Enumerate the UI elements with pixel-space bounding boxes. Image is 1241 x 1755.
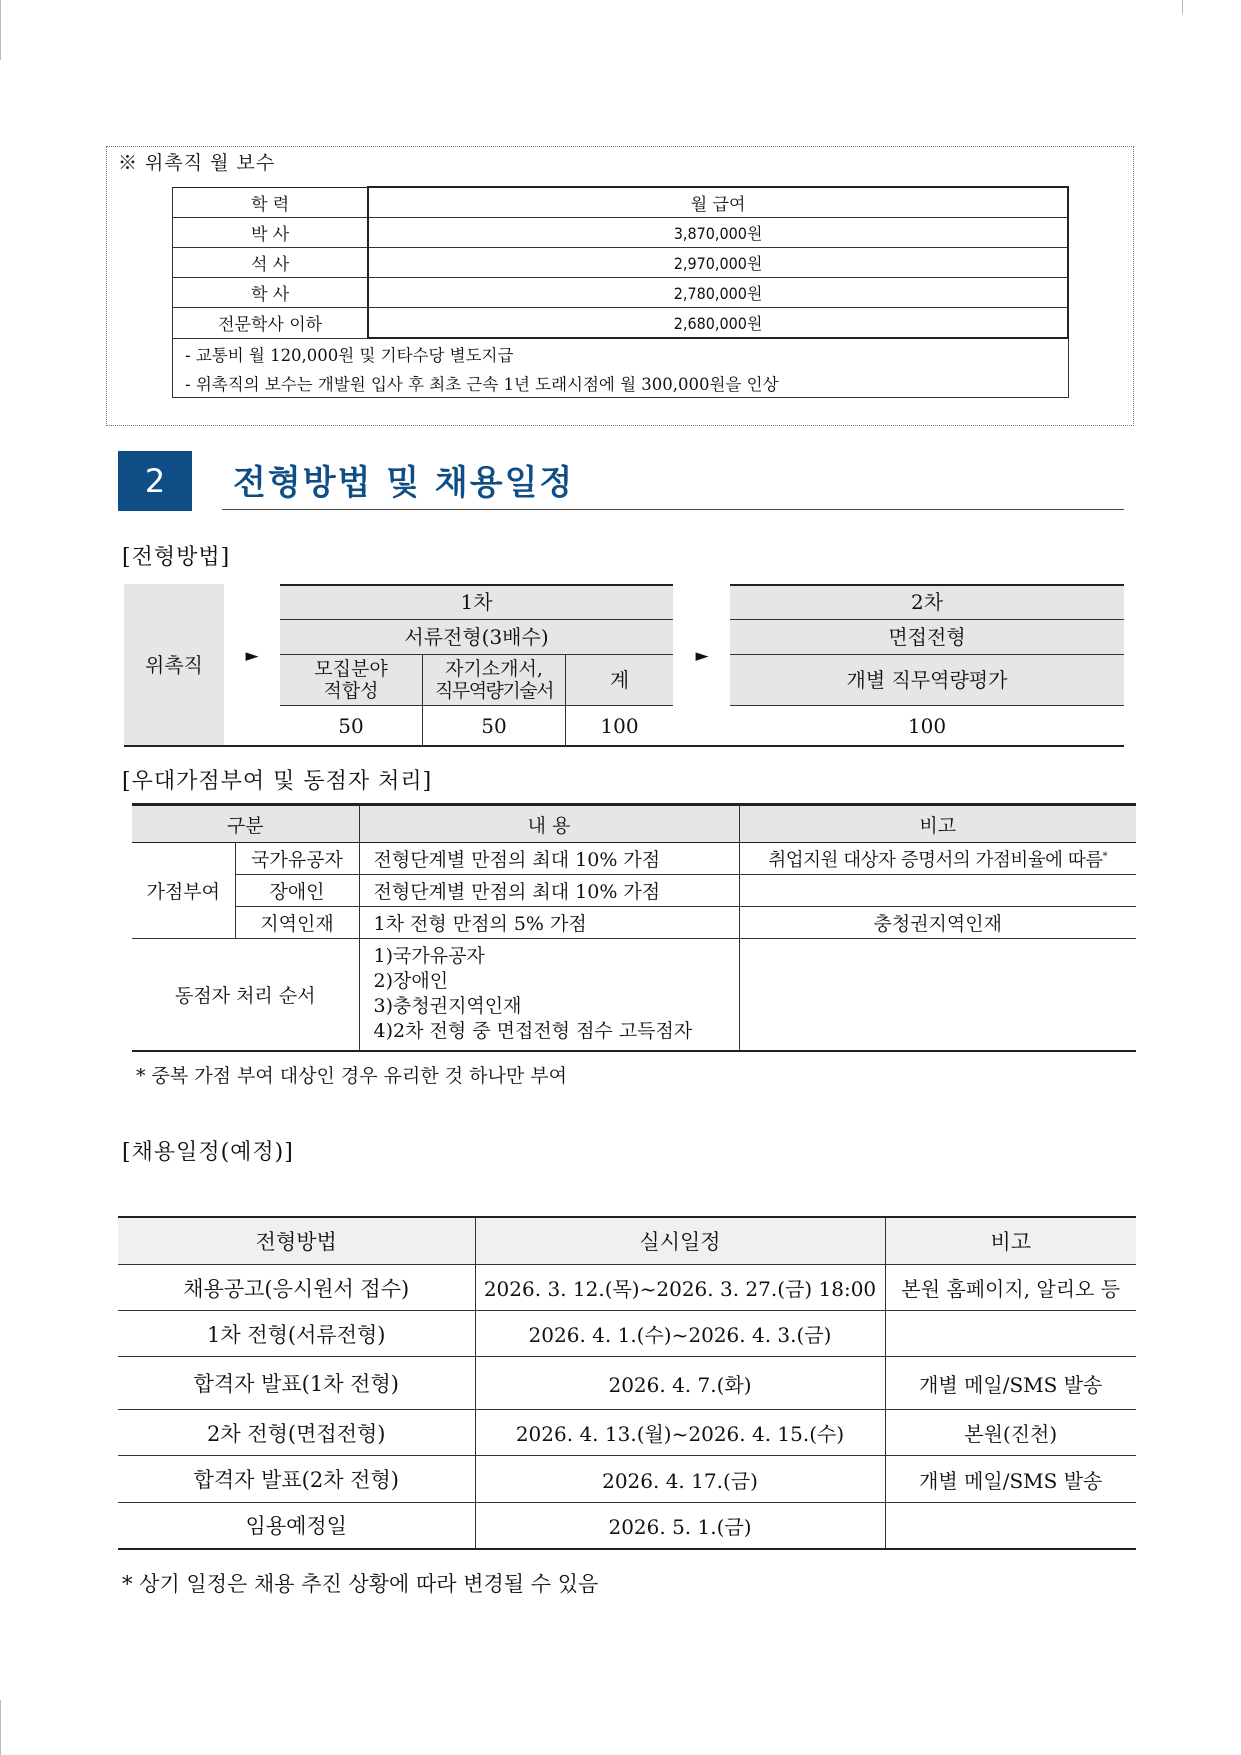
bonus-subcategory: 지역인재 xyxy=(235,907,359,939)
category-header: 구분 xyxy=(132,805,359,843)
footnote-mark: * xyxy=(1102,850,1108,862)
salary-note-row xyxy=(173,368,1069,398)
crop-mark-top-right xyxy=(1182,0,1183,14)
schedule-method: 합격자 발표(1차 전형) xyxy=(118,1357,475,1410)
tie-break-label: 동점자 처리 순서 xyxy=(132,939,359,1051)
arrow-icon: ► xyxy=(695,646,709,666)
schedule-row xyxy=(118,1265,1136,1311)
criterion-fit-line2: 적합성 xyxy=(323,680,379,702)
preference-footnote: * 중복 가점 부여 대상인 경우 유리한 것 하나만 부여 xyxy=(136,1065,567,1087)
rule xyxy=(280,619,673,620)
schedule-date: 2026. 4. 13.(월)~2026. 4. 15.(수) xyxy=(475,1410,885,1456)
section-number-badge: 2 xyxy=(118,451,192,511)
selection-process-diagram xyxy=(124,584,1124,746)
salary-row xyxy=(173,308,1069,339)
section-title: 전형방법 및 채용일정 xyxy=(233,463,575,503)
education-cell: 박 사 xyxy=(173,218,369,248)
education-header: 학 력 xyxy=(173,187,369,218)
salary-header-row xyxy=(173,187,1069,218)
bonus-remark-text: 취업지원 대상자 증명서의 가점비율에 따름 xyxy=(768,849,1103,871)
salary-row xyxy=(173,218,1069,248)
schedule-row xyxy=(118,1311,1136,1357)
schedule-row xyxy=(118,1410,1136,1456)
stage2-criterion: 개별 직무역량평가 xyxy=(730,655,1124,705)
stage1-label: 1차 xyxy=(280,585,673,619)
salary-table xyxy=(172,186,1069,398)
schedule-table xyxy=(118,1216,1136,1550)
pay-cell: 3,870,000원 xyxy=(368,218,1068,248)
score-fit: 50 xyxy=(338,714,364,738)
rule xyxy=(280,705,673,706)
tie-break-item: 2)장애인 xyxy=(373,970,449,993)
schedule-remark xyxy=(885,1503,1136,1549)
crop-mark-top-left xyxy=(0,0,1,60)
bonus-remark: 충청권지역인재 xyxy=(739,907,1136,939)
score-stage2: 100 xyxy=(907,714,947,738)
schedule-date: 2026. 3. 12.(목)~2026. 3. 27.(금) 18:00 xyxy=(475,1265,885,1311)
tie-break-row xyxy=(132,939,1136,1051)
schedule-row xyxy=(118,1503,1136,1549)
preference-table xyxy=(132,803,1136,1052)
rule xyxy=(730,705,1124,706)
schedule-remark: 개별 메일/SMS 발송 xyxy=(885,1456,1136,1503)
schedule-remark: 개별 메일/SMS 발송 xyxy=(885,1357,1136,1410)
rule xyxy=(280,654,673,655)
bonus-subcategory: 국가유공자 xyxy=(235,843,359,875)
pay-cell: 2,970,000원 xyxy=(368,248,1068,278)
remark-header: 비고 xyxy=(739,805,1136,843)
education-cell: 전문학사 이하 xyxy=(173,308,369,339)
stage2-label: 2차 xyxy=(730,585,1124,619)
schedule-method: 채용공고(응시원서 접수) xyxy=(118,1265,475,1311)
score-essay: 50 xyxy=(481,714,507,738)
schedule-row xyxy=(118,1357,1136,1410)
method-header: 전형방법 xyxy=(118,1217,475,1265)
schedule-method: 2차 전형(면접전형) xyxy=(118,1410,475,1456)
bonus-content: 1차 전형 만점의 5% 가점 xyxy=(359,907,739,939)
rule xyxy=(565,655,566,746)
process-heading: [전형방법] xyxy=(122,545,231,570)
preference-row xyxy=(132,843,1136,875)
schedule-method: 임용예정일 xyxy=(118,1503,475,1549)
salary-title: ※ 위촉직 월 보수 xyxy=(118,152,276,174)
score-stage1-total: 100 xyxy=(600,714,639,738)
preference-heading: [우대가점부여 및 동점자 처리] xyxy=(122,769,433,794)
preference-row xyxy=(132,875,1136,907)
pay-header: 월 급여 xyxy=(368,187,1068,218)
bonus-remark xyxy=(739,843,1136,875)
stage2-type: 면접전형 xyxy=(730,620,1124,654)
pay-cell: 2,680,000원 xyxy=(368,308,1068,339)
schedule-date: 2026. 5. 1.(금) xyxy=(475,1503,885,1549)
date-header: 실시일정 xyxy=(475,1217,885,1265)
remark-header: 비고 xyxy=(885,1217,1136,1265)
bonus-content: 전형단계별 만점의 최대 10% 가점 xyxy=(359,843,739,875)
schedule-date: 2026. 4. 17.(금) xyxy=(475,1456,885,1503)
preference-header-row xyxy=(132,805,1136,843)
rule xyxy=(124,745,1124,747)
tie-break-remark xyxy=(739,939,1136,1051)
stage1-type: 서류전형(3배수) xyxy=(280,620,673,654)
criterion-essay-line1: 자기소개서, xyxy=(445,658,543,680)
bonus-remark xyxy=(739,875,1136,907)
salary-note: - 위촉직의 보수는 개발원 입사 후 최초 근속 1년 도래시점에 월 300,000원을 인상 xyxy=(173,368,1069,398)
position-label: 위촉직 xyxy=(124,584,224,746)
section-divider xyxy=(222,509,1124,510)
salary-row xyxy=(173,248,1069,278)
schedule-remark: 본원(진천) xyxy=(885,1410,1136,1456)
pay-cell: 2,780,000원 xyxy=(368,278,1068,308)
criterion-essay xyxy=(423,655,565,705)
criterion-total-label: 계 xyxy=(566,655,673,705)
schedule-row xyxy=(118,1456,1136,1503)
rule xyxy=(280,584,673,586)
education-cell: 석 사 xyxy=(173,248,369,278)
schedule-heading: [채용일정(예정)] xyxy=(122,1140,294,1165)
schedule-date: 2026. 4. 7.(화) xyxy=(475,1357,885,1410)
criterion-essay-line2: 직무역량기술서 xyxy=(435,680,553,702)
crop-mark-bottom-left xyxy=(0,1700,1,1755)
rule xyxy=(730,584,1124,586)
schedule-method: 1차 전형(서류전형) xyxy=(118,1311,475,1357)
bonus-group-label: 가점부여 xyxy=(132,843,235,939)
schedule-date: 2026. 4. 1.(수)~2026. 4. 3.(금) xyxy=(475,1311,885,1357)
preference-row xyxy=(132,907,1136,939)
schedule-footnote: * 상기 일정은 채용 추진 상황에 따라 변경될 수 있음 xyxy=(122,1572,599,1596)
rule xyxy=(422,655,423,746)
salary-row xyxy=(173,278,1069,308)
tie-break-order xyxy=(359,939,739,1051)
salary-note-row xyxy=(173,338,1069,368)
education-cell: 학 사 xyxy=(173,278,369,308)
tie-break-item: 4)2차 전형 중 면접전형 점수 고득점자 xyxy=(373,1020,693,1043)
schedule-remark: 본원 홈페이지, 알리오 등 xyxy=(885,1265,1136,1311)
tie-break-item: 3)충청권지역인재 xyxy=(373,995,522,1018)
rule xyxy=(730,619,1124,620)
bonus-content: 전형단계별 만점의 최대 10% 가점 xyxy=(359,875,739,907)
schedule-method: 합격자 발표(2차 전형) xyxy=(118,1456,475,1503)
criterion-fit-line1: 모집분야 xyxy=(314,658,388,680)
criterion-fit xyxy=(280,655,422,705)
content-header: 내 용 xyxy=(359,805,739,843)
arrow-icon: ► xyxy=(245,646,259,666)
bonus-subcategory: 장애인 xyxy=(235,875,359,907)
schedule-remark xyxy=(885,1311,1136,1357)
schedule-header-row xyxy=(118,1217,1136,1265)
salary-note: - 교통비 월 120,000원 및 기타수당 별도지급 xyxy=(173,338,1069,368)
tie-break-item: 1)국가유공자 xyxy=(373,945,485,968)
rule xyxy=(730,654,1124,655)
